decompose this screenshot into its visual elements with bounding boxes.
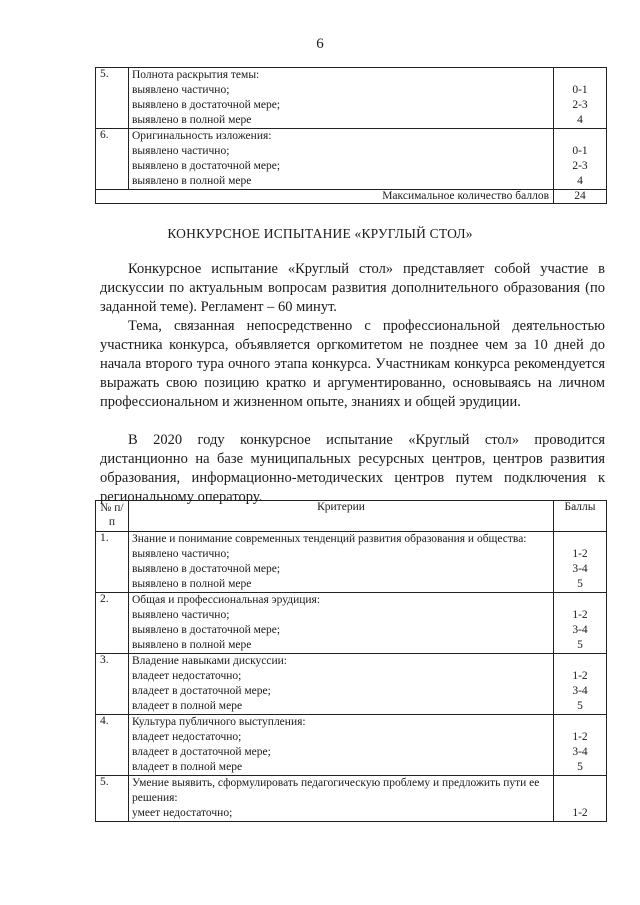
points-cell (554, 654, 607, 715)
criterion-item: владеет недостаточно; (132, 731, 242, 743)
points-value: 3-4 (572, 746, 588, 758)
total-row (96, 190, 607, 204)
criterion-item: владеет в достаточной мере; (132, 685, 271, 697)
points-value: 3-4 (572, 563, 588, 575)
criterion-item: владеет недостаточно; (132, 670, 242, 682)
criterion-cell (129, 129, 554, 190)
points-value: 1-2 (572, 548, 588, 560)
criterion-cell (129, 593, 554, 654)
criterion-item: владеет в достаточной мере; (132, 746, 271, 758)
table-header (96, 501, 607, 532)
criterion-item: выявлено в полной мере (132, 114, 252, 126)
criterion-title: Культура публичного выступления: (132, 716, 306, 728)
table-row (96, 654, 607, 715)
criterion-title: Общая и профессиональная эрудиция: (132, 594, 321, 606)
criterion-title: Знание и понимание современных тенденций развития образования и общества: (132, 533, 527, 545)
criterion-item: выявлено частично; (132, 145, 230, 157)
points-value: 1-2 (572, 670, 588, 682)
header-num: № п/п (96, 501, 129, 532)
criterion-item: выявлено частично; (132, 548, 230, 560)
criterion-item: выявлено в достаточной мере; (132, 99, 281, 111)
criterion-title: Владение навыками дискуссии: (132, 655, 287, 667)
criterion-item: умеет недостаточно; (132, 807, 233, 819)
criterion-title: Умение выявить, сформулировать педагогическую проблему и предложить пути ее решения: (132, 777, 540, 804)
criteria-table (95, 500, 607, 822)
points-cell (554, 593, 607, 654)
points-cell (554, 532, 607, 593)
criterion-item: выявлено в полной мере (132, 175, 252, 187)
points-value: 3-4 (572, 624, 588, 636)
criterion-cell (129, 715, 554, 776)
table-row (96, 68, 607, 129)
total-label: Максимальное количество баллов (96, 190, 554, 204)
points-cell (554, 129, 607, 190)
paragraph: В 2020 году конкурсное испытание «Круглый стол» проводится дистанционно на базе муниципальных ресурсных центров, центров развития образования, информационно-методических центров путем подключения к региональному оператору. (100, 432, 605, 505)
paragraph: Тема, связанная непосредственно с профессиональной деятельностью участника конкурса, объявляется оргкомитетом не позднее чем за 10 дней до начала второго тура очного этапа конкурса. Участникам конкурса рекомендуется выражать свою позицию кратко и аргументированно, основываясь на личном профессиональном и жизненном опыте, знаниях и общей эрудиции. (100, 318, 605, 410)
points-value: 3-4 (572, 685, 588, 697)
criterion-item: выявлено частично; (132, 84, 230, 96)
points-cell (554, 68, 607, 129)
table-row (96, 776, 607, 822)
criterion-item: выявлено в полной мере (132, 578, 252, 590)
points-value: 5 (577, 700, 583, 712)
points-cell (554, 715, 607, 776)
header-criteria: Критерии (129, 501, 554, 532)
criterion-cell (129, 532, 554, 593)
row-number: 3. (96, 654, 129, 715)
criterion-item: выявлено в достаточной мере; (132, 160, 281, 172)
row-number: 2. (96, 593, 129, 654)
points-value: 0-1 (572, 84, 588, 96)
section-heading: КОНКУРСНОЕ ИСПЫТАНИЕ «КРУГЛЫЙ СТОЛ» (167, 226, 473, 241)
row-number: 4. (96, 715, 129, 776)
points-value: 5 (577, 761, 583, 773)
header-points: Баллы (554, 501, 607, 532)
criterion-title: Оригинальность изложения: (132, 130, 272, 142)
criterion-title: Полнота раскрытия темы: (132, 69, 260, 81)
points-cell (554, 776, 607, 822)
table-row (96, 715, 607, 776)
criterion-item: владеет в полной мере (132, 761, 243, 773)
points-value: 0-1 (572, 145, 588, 157)
criterion-item: выявлено в достаточной мере; (132, 563, 281, 575)
points-value: 1-2 (572, 731, 588, 743)
points-value: 4 (577, 175, 583, 187)
row-number: 5. (96, 68, 129, 129)
criterion-item: выявлено в достаточной мере; (132, 624, 281, 636)
points-value: 1-2 (572, 807, 588, 819)
criterion-cell (129, 776, 554, 822)
table-row (96, 129, 607, 190)
points-value: 2-3 (572, 160, 588, 172)
criterion-cell (129, 68, 554, 129)
points-value: 4 (577, 114, 583, 126)
row-number: 5. (96, 776, 129, 822)
points-value: 5 (577, 639, 583, 651)
row-number: 1. (96, 532, 129, 593)
row-number: 6. (96, 129, 129, 190)
criteria-table-top (95, 67, 607, 204)
criterion-item: выявлено в полной мере (132, 639, 252, 651)
criterion-item: владеет в полной мере (132, 700, 243, 712)
table-row (96, 532, 607, 593)
total-value: 24 (554, 190, 607, 204)
paragraph: Конкурсное испытание «Круглый стол» представляет собой участие в дискуссии по актуальным вопросам развития дополнительного образования (по заданной теме). Регламент – 60 минут. (100, 261, 605, 315)
criterion-cell (129, 654, 554, 715)
criterion-item: выявлено частично; (132, 609, 230, 621)
table-row (96, 593, 607, 654)
page-number: 6 (316, 36, 324, 52)
points-value: 5 (577, 578, 583, 590)
points-value: 2-3 (572, 99, 588, 111)
points-value: 1-2 (572, 609, 588, 621)
